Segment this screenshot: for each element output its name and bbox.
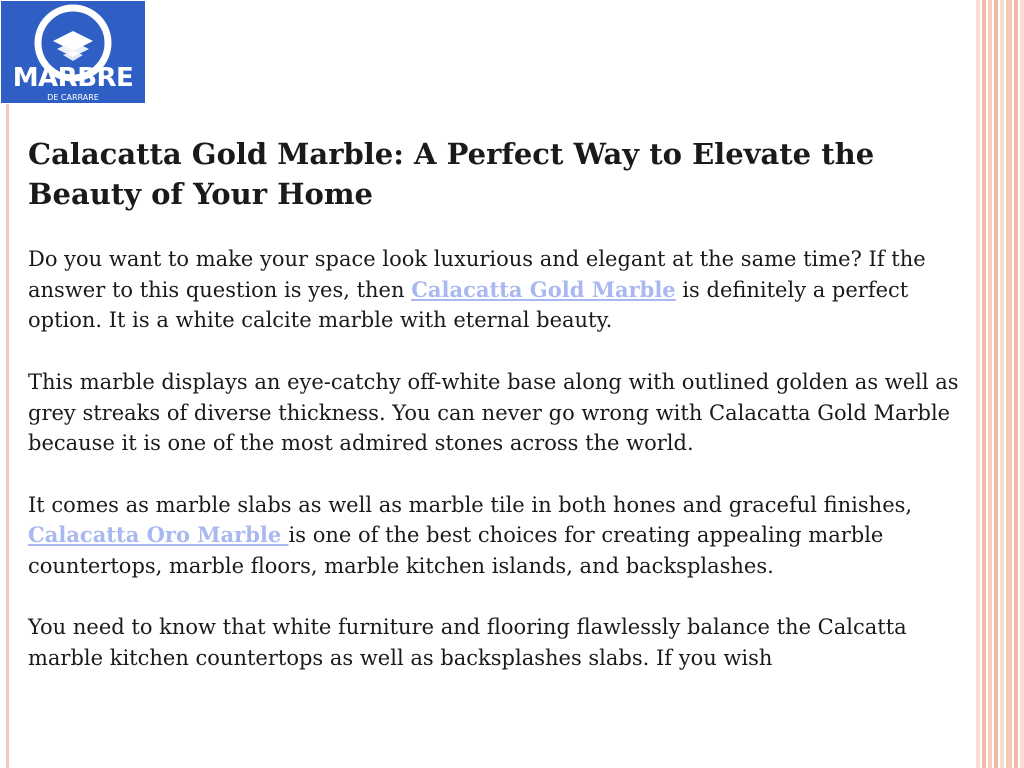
paragraph-finishes-text-before: It comes as marble slabs as well as marble tile in both hones and graceful finishes, [28, 492, 913, 517]
article-content [28, 134, 968, 674]
left-accent-line [6, 104, 9, 768]
logo-tagline-text: DE CARRARE [47, 93, 99, 102]
article-title: Calacatta Gold Marble: A Perfect Way to Elevate the Beauty of Your Home [28, 137, 875, 211]
paragraph-finishes [28, 490, 968, 582]
right-decorative-stripes [976, 0, 1024, 768]
paragraph-description: This marble displays an eye-catchy off-white base along with outlined golden as well as grey streaks of diverse thickness. You can never go wrong with Calacatta Gold Marble because it is one of the most admired stones across the world. [28, 369, 959, 456]
paragraph-furniture: You need to know that white furniture and flooring flawlessly balance the Calcatta marble kitchen countertops as well as backsplashes slabs. If you wish [28, 615, 907, 671]
paragraph-intro-text-after: is definitely a perfect option. It is a white calcite marble with eternal beauty. [28, 277, 909, 333]
calacatta-oro-marble-link[interactable]: Calacatta Oro Marble [28, 522, 289, 548]
logo-brand-text: MARBRE [12, 63, 134, 93]
paragraph-finishes-text-after: is one of the best choices for creating appealing marble countertops, marble floors, marble kitchen islands, and backsplashes. [28, 523, 884, 578]
calacatta-gold-marble-link[interactable]: Calacatta Gold Marble [411, 276, 676, 302]
brand-logo[interactable] [1, 1, 145, 103]
paragraph-intro-text-before: Do you want to make your space look luxurious and elegant at the same time? If the answer to this question is yes, then [28, 247, 926, 302]
paragraph-intro [28, 244, 968, 336]
